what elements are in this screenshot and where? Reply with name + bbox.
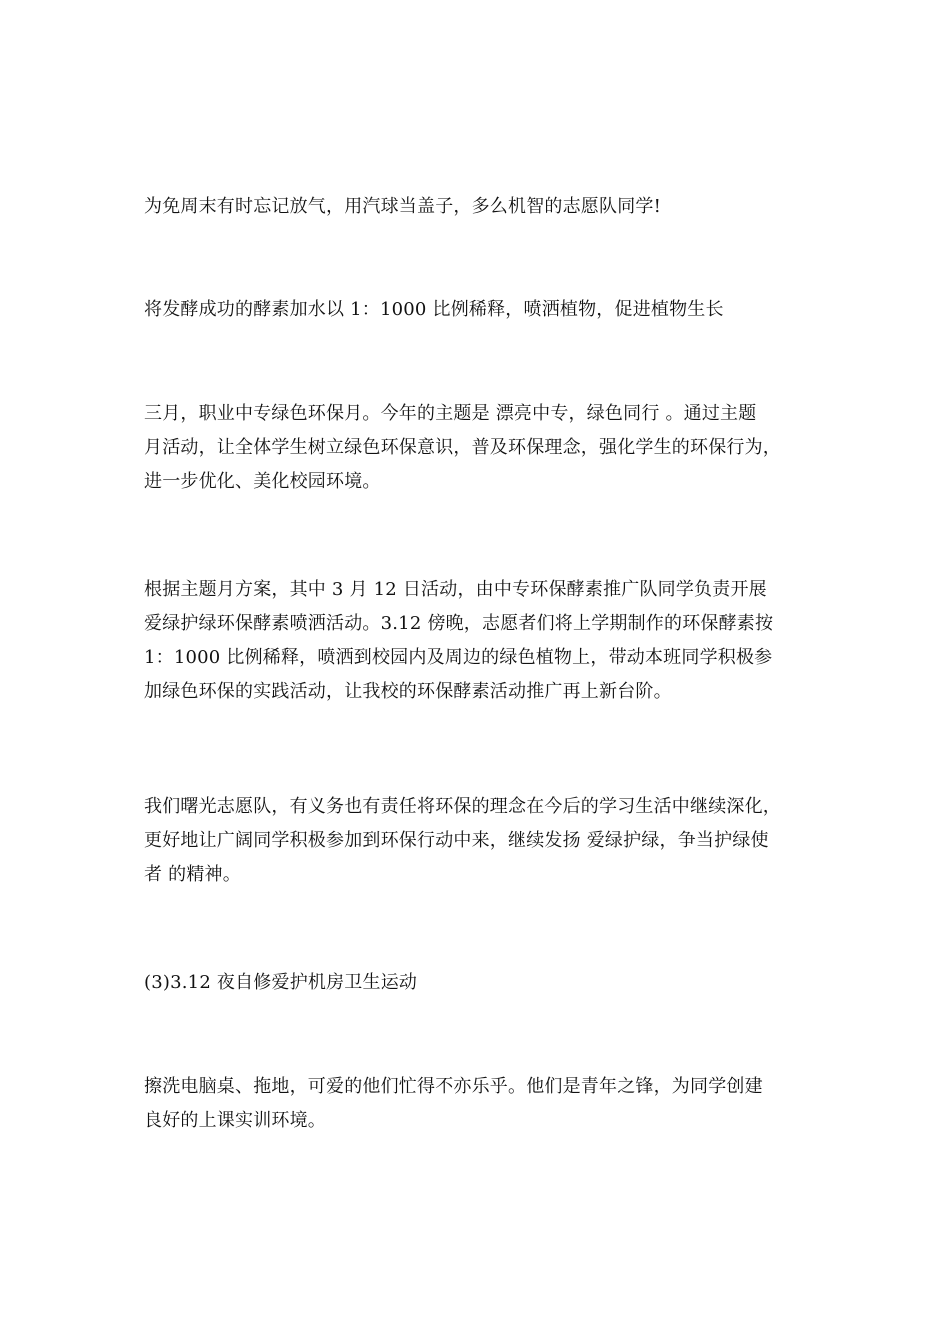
text-line: 加绿色环保的实践活动，让我校的环保酵素活动推广再上新台阶。 [144,681,672,702]
text-line: 为免周末有时忘记放气，用汽球当盖子，多么机智的志愿队同学! [144,196,662,217]
paragraph-balloon-caption [144,190,816,224]
text-line: 三月，职业中专绿色环保月。今年的主题是 漂亮中专，绿色同行 。通过主题 [144,403,757,424]
text-line: 将发酵成功的酵素加水以 1：1000 比例稀释，喷洒植物，促进植物生长 [144,299,724,320]
paragraph-section-heading [144,966,816,1000]
paragraph-volunteer-team [144,790,816,892]
text-line: 我们曙光志愿队，有义务也有责任将环保的理念在今后的学习生活中继续深化， [144,796,781,817]
text-line: 擦洗电脑桌、拖地，可爱的他们忙得不亦乐乎。他们是青年之锋，为同学创建 [144,1076,763,1097]
paragraph-computer-room-cleaning [144,1070,816,1138]
text-line: 进一步优化、美化校园环境。 [144,471,381,492]
paragraph-green-month-intro [144,397,816,499]
text-line: 月活动，让全体学生树立绿色环保意识，普及环保理念，强化学生的环保行为， [144,437,781,458]
text-line: 1：1000 比例稀释，喷洒到校园内及周边的绿色植物上，带动本班同学积极参 [144,647,773,668]
text-line: 爱绿护绿环保酵素喷洒活动。3.12 傍晚，志愿者们将上学期制作的环保酵素按 [144,613,774,634]
text-line: (3)3.12 夜自修爱护机房卫生运动 [144,972,418,993]
paragraph-march-12-activity [144,573,816,709]
text-line: 根据主题月方案，其中 3 月 12 日活动，由中专环保酵素推广队同学负责开展 [144,579,767,600]
text-line: 者 的精神。 [144,864,241,885]
text-line: 更好地让广阔同学积极参加到环保行动中来，继续发扬 爱绿护绿，争当护绿使 [144,830,769,851]
paragraph-enzyme-dilution-caption [144,293,816,327]
text-line: 良好的上课实训环境。 [144,1110,326,1131]
